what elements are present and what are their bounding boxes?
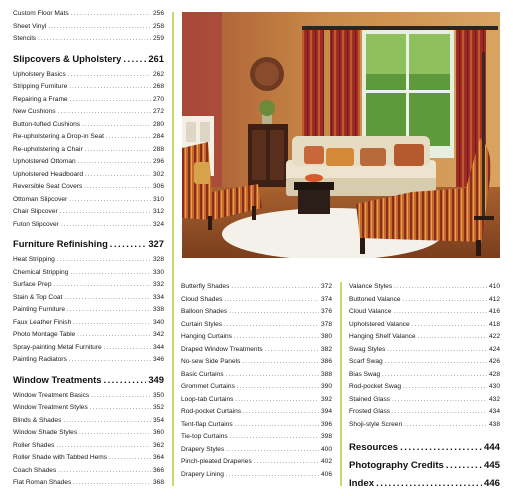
toc-entry[interactable] [13, 106, 164, 119]
toc-entry[interactable] [13, 390, 164, 403]
toc-dot-leader [110, 237, 147, 251]
toc-entry-title: Flat Roman Shades [13, 479, 72, 486]
toc-page-number: 368 [152, 479, 164, 486]
toc-dot-leader [70, 94, 151, 107]
toc-entry[interactable] [13, 267, 164, 280]
toc-entry[interactable] [13, 477, 164, 490]
toc-page-number: 444 [483, 442, 500, 453]
toc-dot-leader [38, 33, 151, 46]
toc-entry-title: Button-tufted Cushions [13, 120, 81, 128]
toc-dot-leader [71, 8, 151, 21]
toc-page-number: 362 [152, 441, 164, 449]
toc-entry-title: Bias Swag [349, 370, 381, 378]
toc-page-number: 394 [320, 408, 332, 415]
toc-entry[interactable] [349, 306, 500, 319]
toc-section-heading[interactable] [13, 373, 164, 387]
toc-dot-leader [231, 281, 319, 294]
toc-entry-title: Photo Montage Table [13, 331, 76, 338]
toc-page-number: 344 [152, 343, 164, 351]
toc-entry-title: Window Treatment Basics [13, 391, 90, 399]
toc-page-number: 334 [152, 293, 164, 301]
toc-page-number: 338 [152, 306, 164, 313]
toc-entry[interactable] [13, 317, 164, 330]
toc-entry-title: Blinds & Shades [13, 416, 62, 424]
toc-entry[interactable] [13, 144, 164, 157]
toc-entry-title: Balloon Shades [181, 308, 228, 315]
toc-page-number: 342 [152, 331, 164, 338]
toc-dot-leader [393, 306, 487, 319]
toc-entry-title: Slipcovers & Upholstery [13, 52, 122, 64]
toc-dot-leader [234, 331, 319, 344]
toc-section-heading[interactable] [349, 476, 500, 491]
toc-entry-title: Reversible Seat Covers [13, 183, 83, 190]
toc-dot-leader [404, 419, 487, 432]
toc-entry-title: Butterfly Shades [181, 283, 230, 290]
toc-entry-title: Upholstered Headboard [13, 170, 84, 178]
toc-dot-leader [104, 342, 151, 355]
toc-dot-leader [58, 465, 151, 478]
toc-entry[interactable] [181, 356, 332, 369]
toc-dot-leader [73, 477, 151, 490]
toc-page-number: 422 [488, 333, 500, 340]
toc-entry-title: Chair Slipcover [13, 208, 58, 215]
toc-entry[interactable] [13, 194, 164, 207]
toc-page-number: 350 [152, 391, 164, 399]
toc-section-heading[interactable] [349, 440, 500, 455]
toc-entry-title: Upholstered Ottoman [13, 158, 76, 165]
toc-dot-leader [68, 69, 151, 82]
toc-entry-title: Heat Stripping [13, 256, 55, 263]
toc-entry-title: Upholstered Valance [349, 320, 410, 328]
toc-dot-leader [57, 254, 151, 267]
toc-dot-leader [69, 354, 151, 367]
toc-dot-leader [400, 440, 482, 455]
toc-entry[interactable] [13, 21, 164, 34]
column-divider [340, 282, 342, 486]
toc-entry[interactable] [13, 415, 164, 428]
toc-dot-leader [243, 406, 319, 419]
toc-entry-title: Resources [349, 442, 399, 453]
toc-page-number: 428 [488, 370, 500, 378]
toc-entry-title: Futon Slipcover [13, 220, 59, 228]
toc-entry[interactable] [181, 369, 332, 382]
toc-entry[interactable] [349, 319, 500, 332]
toc-page-number: 261 [148, 52, 164, 64]
toc-column-left [13, 8, 164, 490]
toc-entry[interactable] [349, 419, 500, 432]
toc-dot-leader [61, 219, 151, 232]
toc-entry-title: Valance Styles [349, 283, 393, 290]
toc-entry-title: Painting Radiators [13, 356, 67, 363]
toc-entry[interactable] [13, 33, 164, 46]
toc-entry[interactable] [13, 156, 164, 169]
toc-entry-title: Drapery Styles [181, 445, 225, 453]
toc-entry-title: Hanging Shelf Valance [349, 333, 416, 340]
toc-entry[interactable] [181, 294, 332, 307]
toc-column-middle [181, 281, 332, 481]
toc-entry-title: Custom Floor Mats [13, 10, 69, 17]
toc-page-number: 366 [152, 466, 164, 474]
toc-dot-leader [394, 281, 487, 294]
toc-page-number: 400 [320, 445, 332, 453]
toc-entry-title: Cloud Valance [349, 308, 392, 315]
toc-dot-leader [106, 131, 151, 144]
toc-dot-leader [69, 194, 151, 207]
toc-entry-title: Chemical Stripping [13, 268, 69, 276]
toc-entry-title: Furniture Refinishing [13, 238, 108, 249]
toc-dot-leader [226, 444, 319, 457]
toc-entry-title: Window Treatments [13, 373, 102, 385]
toc-entry-title: Rod-pocket Swag [349, 383, 402, 390]
toc-page-number: 388 [320, 370, 332, 378]
toc-page-number: 374 [320, 295, 332, 303]
toc-entry-title: Roller Shade with Tabbed Hems [13, 454, 108, 461]
toc-page-number: 438 [488, 420, 500, 428]
toc-page-number: 352 [152, 404, 164, 411]
toc-page-number: 392 [320, 395, 332, 403]
toc-entry-title: Window Treatment Styles [13, 404, 88, 411]
toc-page-number: 406 [320, 470, 332, 478]
toc-entry[interactable] [349, 406, 500, 419]
toc-dot-leader [418, 331, 487, 344]
toc-page-number: 398 [320, 433, 332, 440]
toc-entry-title: Swag Styles [349, 345, 386, 353]
toc-entry[interactable] [349, 331, 500, 344]
toc-dot-leader [78, 156, 151, 169]
toc-page-number: 340 [152, 318, 164, 326]
toc-entry[interactable] [181, 381, 332, 394]
toc-entry-title: New Cushions [13, 108, 56, 115]
toc-dot-leader [242, 356, 319, 369]
toc-entry[interactable] [181, 394, 332, 407]
toc-entry-title: Photography Credits [349, 460, 444, 471]
toc-dot-leader [382, 369, 487, 382]
toc-entry-title: Faux Leather Finish [13, 318, 72, 326]
toc-page-number: 349 [148, 373, 164, 385]
toc-entry[interactable] [13, 440, 164, 453]
toc-entry[interactable] [13, 169, 164, 182]
toc-dot-leader [85, 144, 151, 157]
toc-dot-leader [84, 181, 151, 194]
toc-page-number: 256 [152, 10, 164, 17]
toc-entry[interactable] [13, 131, 164, 144]
toc-entry-title: Buttoned Valance [349, 295, 401, 303]
toc-entry-title: Re-upholstering a Drop-in Seat [13, 133, 104, 140]
toc-dot-leader [385, 356, 487, 369]
toc-entry-title: Stain & Top Coat [13, 293, 63, 301]
toc-dot-leader [376, 476, 482, 491]
toc-entry[interactable] [181, 469, 332, 482]
toc-entry-title: Surface Prep [13, 281, 52, 288]
toc-page-number: 390 [320, 383, 332, 390]
toc-dot-leader [70, 267, 151, 280]
toc-section-heading[interactable] [13, 237, 164, 251]
toc-entry[interactable] [181, 456, 332, 469]
toc-page-number: 378 [320, 320, 332, 328]
toc-entry[interactable] [181, 444, 332, 457]
toc-entry-title: Hanging Curtains [181, 333, 232, 340]
toc-dot-leader [53, 279, 151, 292]
toc-entry-title: Shoji-style Screen [349, 420, 403, 428]
toc-dot-leader [67, 304, 151, 317]
toc-dot-leader [123, 52, 146, 66]
toc-page-number: 268 [152, 83, 164, 90]
toc-section-heading[interactable] [13, 52, 164, 66]
toc-entry[interactable] [349, 381, 500, 394]
toc-entry[interactable] [13, 206, 164, 219]
toc-entry-title: Window Shade Styles [13, 429, 78, 436]
toc-entry[interactable] [349, 294, 500, 307]
toc-dot-leader [392, 394, 487, 407]
toc-entry[interactable] [13, 427, 164, 440]
toc-entry-title: Repairing a Frame [13, 95, 68, 103]
toc-page-number: 280 [152, 120, 164, 128]
column-divider [172, 12, 174, 486]
toc-entry-title: Stained Glass [349, 395, 391, 403]
toc-entry[interactable] [181, 431, 332, 444]
toc-page-number: 346 [152, 356, 164, 363]
toc-entry-title: Upholstery Basics [13, 70, 66, 78]
toc-page-number: 424 [488, 345, 500, 353]
toc-page-number: 310 [152, 195, 164, 203]
toc-entry-title: No-sew Side Panels [181, 358, 241, 365]
toc-entry-title: Tent-flap Curtains [181, 420, 233, 428]
toc-entry[interactable] [13, 342, 164, 355]
toc-dot-leader [237, 381, 319, 394]
toc-entry-title: Curtain Styles [181, 320, 223, 328]
toc-dot-leader [109, 452, 151, 465]
toc-page-number: 416 [488, 308, 500, 315]
toc-dot-leader [69, 81, 151, 94]
toc-dot-leader [91, 390, 151, 403]
toc-page-number: 272 [152, 108, 164, 115]
toc-entry[interactable] [13, 119, 164, 132]
toc-entry[interactable] [181, 406, 332, 419]
toc-page-number: 445 [483, 460, 500, 471]
toc-column-right [349, 281, 500, 494]
toc-entry[interactable] [181, 344, 332, 357]
toc-page-number: 386 [320, 358, 332, 365]
toc-dot-leader [229, 306, 319, 319]
toc-page-number: 372 [320, 283, 332, 290]
toc-page-number: 328 [152, 256, 164, 263]
toc-entry-title: Ottoman Slipcover [13, 195, 68, 203]
toc-entry[interactable] [13, 354, 164, 367]
toc-entry-title: Grommet Curtains [181, 383, 235, 390]
toc-page-number: 360 [152, 429, 164, 436]
toc-entry[interactable] [13, 452, 164, 465]
toc-dot-leader [73, 317, 151, 330]
toc-dot-leader [403, 294, 487, 307]
toc-dot-leader [63, 415, 151, 428]
toc-entry-title: Stripping Furniture [13, 83, 68, 90]
toc-page-number: 330 [152, 268, 164, 276]
toc-dot-leader [265, 344, 319, 357]
toc-entry[interactable] [349, 344, 500, 357]
toc-dot-leader [392, 406, 487, 419]
toc-section-heading[interactable] [349, 458, 500, 473]
toc-page-number: 306 [152, 183, 164, 190]
toc-dot-leader [230, 431, 319, 444]
toc-page-number: 364 [152, 454, 164, 461]
toc-entry[interactable] [181, 419, 332, 432]
toc-page-number: 262 [152, 70, 164, 78]
toc-page-number: 380 [320, 333, 332, 340]
toc-dot-leader [403, 381, 487, 394]
toc-page-number: 296 [152, 158, 164, 165]
toc-dot-leader [224, 319, 319, 332]
toc-page-number: 434 [488, 408, 500, 415]
toc-page-number: 332 [152, 281, 164, 288]
toc-dot-leader [235, 419, 319, 432]
toc-entry[interactable] [349, 394, 500, 407]
toc-dot-leader [60, 206, 151, 219]
toc-entry[interactable] [13, 279, 164, 292]
toc-page-number: 376 [320, 308, 332, 315]
toc-entry[interactable] [181, 306, 332, 319]
toc-entry-title: Scarf Swag [349, 358, 383, 365]
toc-page-number: 446 [483, 478, 500, 489]
toc-page-number: 402 [320, 458, 332, 465]
toc-page-number: 418 [488, 320, 500, 328]
toc-entry-title: Painting Furniture [13, 306, 66, 313]
toc-dot-leader [235, 394, 319, 407]
toc-page-number: 430 [488, 383, 500, 390]
toc-entry-title: Stencils [13, 35, 37, 42]
toc-dot-leader [48, 21, 151, 34]
toc-entry[interactable] [181, 319, 332, 332]
toc-entry-title: Coach Shades [13, 466, 57, 474]
toc-entry-title: Rod-pocket Curtains [181, 408, 242, 415]
toc-entry[interactable] [13, 292, 164, 305]
toc-page-number: 327 [148, 238, 164, 249]
toc-dot-leader [82, 119, 151, 132]
toc-page-number: 396 [320, 420, 332, 428]
toc-entry[interactable] [13, 69, 164, 82]
toc-dot-leader [58, 106, 151, 119]
toc-dot-leader [79, 427, 151, 440]
toc-entry-title: Drapery Lining [181, 470, 224, 478]
toc-dot-leader [85, 169, 151, 182]
toc-entry-title: Re-upholstering a Chair [13, 145, 83, 153]
toc-page-number: 312 [152, 208, 164, 215]
toc-entry-title: Spray-painting Metal Furniture [13, 343, 102, 351]
toc-entry[interactable] [349, 369, 500, 382]
toc-entry[interactable] [13, 81, 164, 94]
toc-dot-leader [412, 319, 487, 332]
toc-page-number: 324 [152, 220, 164, 228]
toc-dot-leader [224, 294, 319, 307]
toc-page-number: 382 [320, 345, 332, 353]
toc-dot-leader [90, 402, 151, 415]
toc-entry[interactable] [349, 356, 500, 369]
toc-dot-leader [446, 458, 482, 473]
toc-page-number: 432 [488, 395, 500, 403]
toc-dot-leader [77, 329, 151, 342]
toc-entry[interactable] [13, 254, 164, 267]
toc-page-number: 426 [488, 358, 500, 365]
toc-entry-title: Frosted Glass [349, 408, 391, 415]
toc-page-number: 258 [152, 22, 164, 30]
toc-entry-title: Tie-top Curtains [181, 433, 228, 440]
toc-page-number: 270 [152, 95, 164, 103]
toc-entry[interactable] [13, 219, 164, 232]
toc-entry-title: Cloud Shades [181, 295, 223, 303]
toc-entry[interactable] [349, 281, 500, 294]
toc-entry-title: Loop-tab Curtains [181, 395, 234, 403]
toc-entry-title: Index [349, 478, 375, 489]
toc-entry-title: Sheet Vinyl [13, 22, 47, 30]
toc-entry[interactable] [181, 331, 332, 344]
toc-entry[interactable] [181, 281, 332, 294]
toc-dot-leader [226, 469, 319, 482]
toc-page-number: 302 [152, 170, 164, 178]
living-room-photo [182, 12, 500, 258]
toc-dot-leader [103, 373, 146, 387]
toc-entry-title: Pinch-pleated Draperies [181, 458, 252, 465]
toc-entry-title: Basic Curtains [181, 370, 224, 378]
toc-entry[interactable] [13, 181, 164, 194]
toc-dot-leader [226, 369, 319, 382]
toc-dot-leader [254, 456, 319, 469]
toc-page-number: 284 [152, 133, 164, 140]
toc-entry-title: Roller Shades [13, 441, 55, 449]
toc-page-number: 410 [488, 283, 500, 290]
toc-entry[interactable] [13, 465, 164, 478]
toc-dot-leader [56, 440, 151, 453]
toc-entry[interactable] [13, 329, 164, 342]
toc-entry-title: Draped Window Treatments [181, 345, 263, 353]
toc-dot-leader [64, 292, 151, 305]
toc-entry[interactable] [13, 304, 164, 317]
toc-page-number: 354 [152, 416, 164, 424]
toc-page-number: 288 [152, 145, 164, 153]
toc-entry[interactable] [13, 8, 164, 21]
toc-page-number: 259 [152, 35, 164, 42]
toc-dot-leader [387, 344, 487, 357]
toc-entry[interactable] [13, 94, 164, 107]
toc-entry[interactable] [13, 402, 164, 415]
toc-page-number: 412 [488, 295, 500, 303]
